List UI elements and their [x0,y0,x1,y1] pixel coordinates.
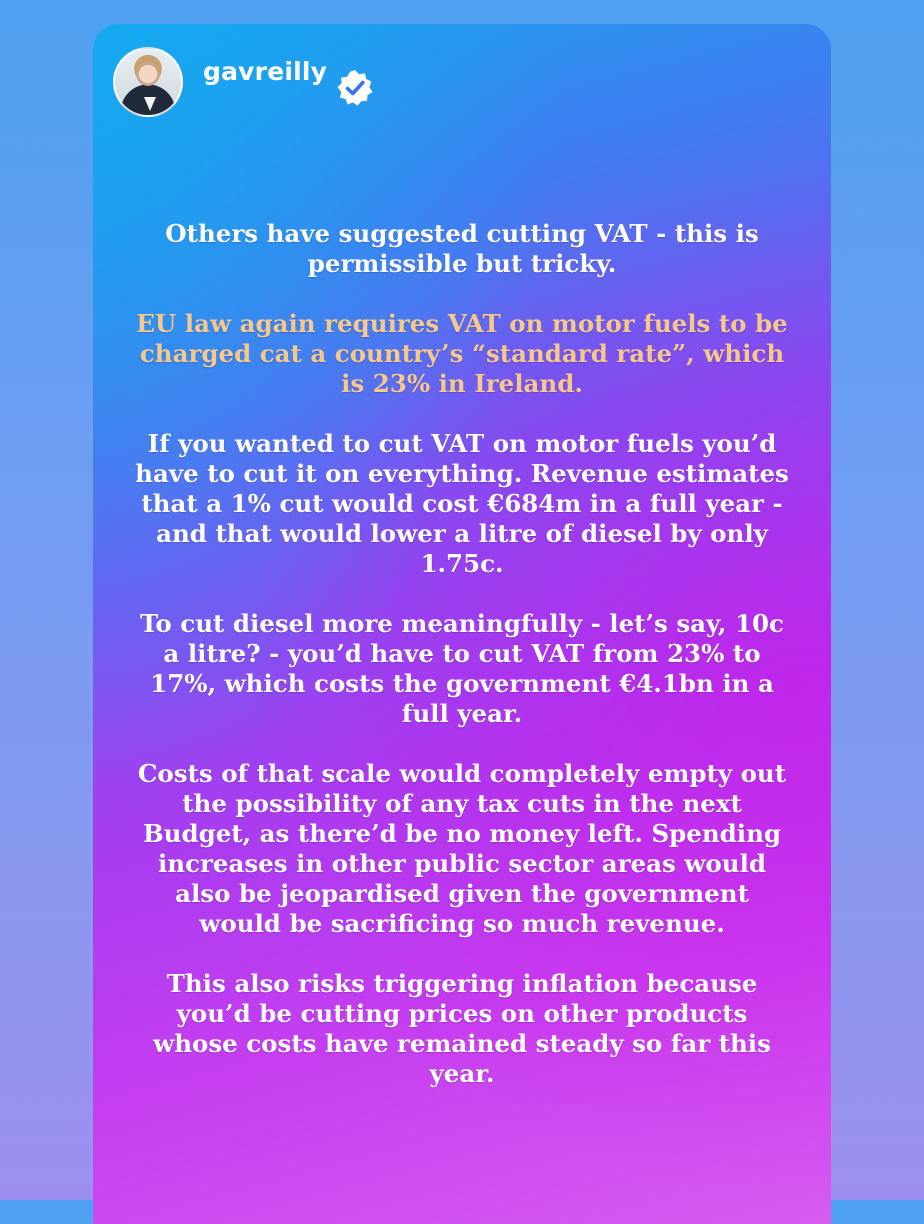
verified-badge-icon [335,68,375,108]
paragraph-revenue-estimate: If you wanted to cut VAT on motor fuels you’d have to cut it on everything. Revenue estimates that a 1% cut would cost €684m in a full year - and that would lower a litre of diesel by only 1.75c. [135,429,789,578]
avatar-collar [144,97,156,111]
paragraph-costs-scale: Costs of that scale would completely empty out the possibility of any tax cuts in the next Budget, as there’d be no money left. Spending increases in other public sector areas would also be jeopardised given the government would be sacrificing so much revenue. [137,759,787,938]
avatar[interactable] [113,47,183,117]
paragraph-diesel-cut: To cut diesel more meaningfully - let’s say, 10c a litre? - you’d have to cut VAT from 23% to 17%, which costs the government €4.1bn in a full year. [140,609,784,728]
paragraph-eu-law: EU law again requires VAT on motor fuels to be charged cat a country’s “standard rate”, which is 23% in Ireland. [136,309,788,398]
paragraph-vat-intro: Others have suggested cutting VAT - this is permissible but tricky. [165,219,759,278]
paragraph-inflation-risk: This also risks triggering inflation because you’d be cutting prices on other products whose costs have remained steady so far this year. [153,969,771,1088]
story-card [93,24,831,1224]
username[interactable]: gavreilly [203,56,328,86]
story-text [133,219,791,1119]
story-header [113,46,375,118]
